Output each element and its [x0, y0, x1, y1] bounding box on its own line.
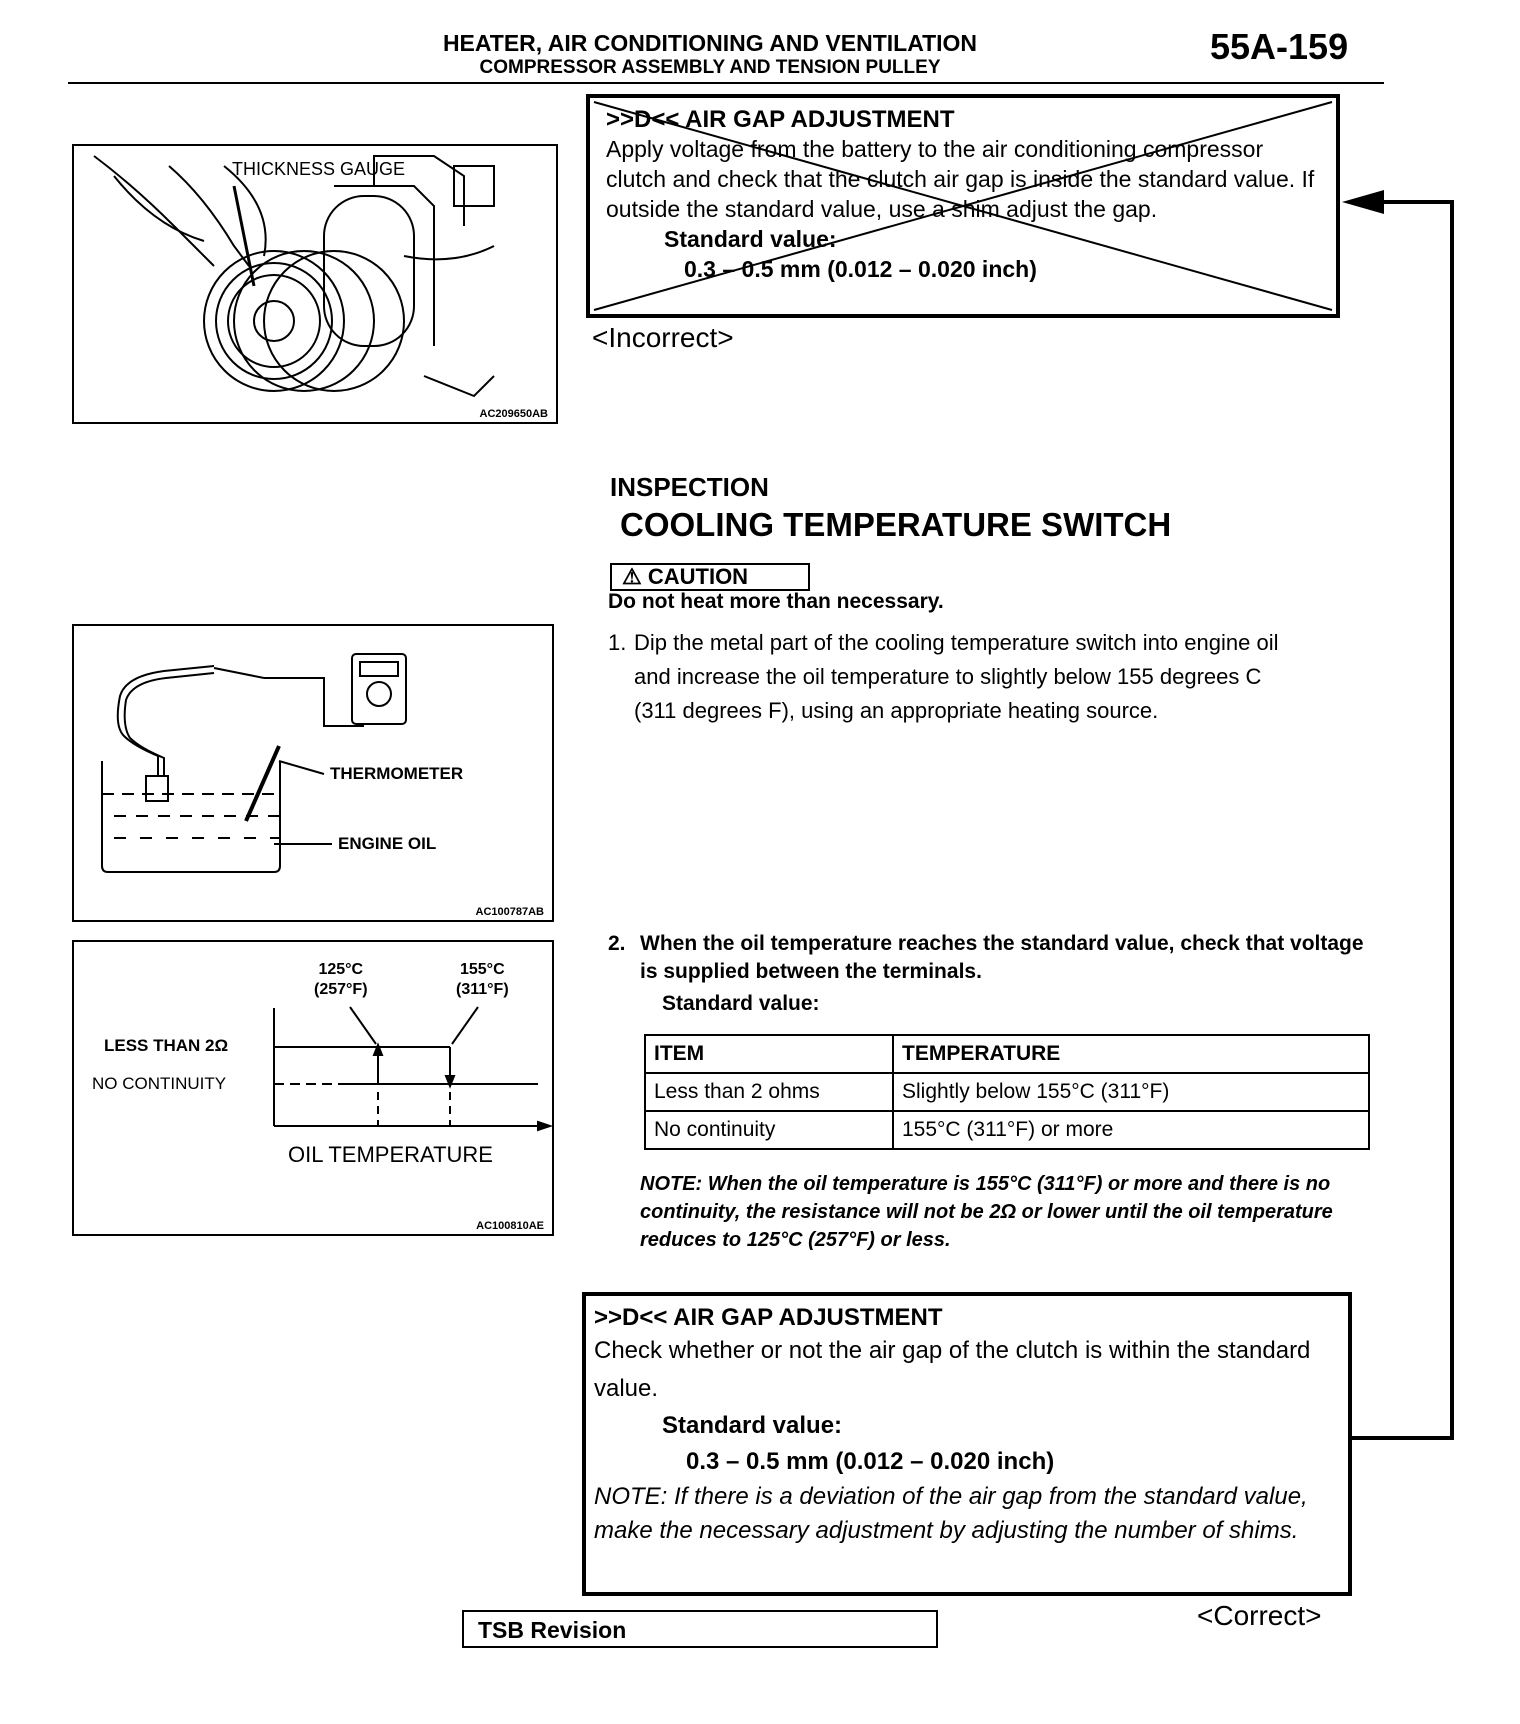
tsb-revision-box: TSB Revision: [462, 1610, 938, 1648]
standard-value-label: Standard value:: [662, 992, 820, 1015]
x-axis-label: OIL TEMPERATURE: [288, 1142, 493, 1167]
incorrect-box-title: >>D<< AIR GAP ADJUSTMENT: [606, 106, 955, 133]
figure-compressor: [72, 144, 558, 424]
table-cell: No continuity: [645, 1111, 893, 1149]
temp-125-c: 125°C: [318, 961, 364, 978]
incorrect-air-gap-box: [586, 94, 1340, 318]
table-cell: 155°C (311°F) or more: [893, 1111, 1369, 1149]
page-number: 55A-159: [1210, 26, 1349, 67]
temp-125-label: [314, 960, 368, 1000]
caution-label: CAUTION: [647, 564, 749, 589]
figure-continuity-graph: [72, 940, 554, 1236]
correct-box-note: NOTE: If there is a deviation of the air gap from the standard value, make the necessary adjustment by adjusting the number of shims.: [594, 1483, 1308, 1544]
table-cell: Slightly below 155°C (311°F): [893, 1073, 1369, 1111]
thickness-gauge-label: THICKNESS GAUGE: [232, 159, 406, 179]
incorrect-box-text: Apply voltage from the battery to the air conditioning compressor clutch and check that the clutch air gap is inside the standard value. If outside the standard value, use a shim adjust the gap.: [606, 136, 1315, 222]
correct-air-gap-box: [582, 1292, 1352, 1596]
label-less-than-2ohm: LESS THAN 2Ω: [104, 1036, 229, 1055]
section-title: COOLING TEMPERATURE SWITCH: [620, 506, 1172, 543]
temp-155-f: (311°F): [456, 981, 509, 998]
table-cell: Less than 2 ohms: [645, 1073, 893, 1111]
cross-out-mark: [590, 98, 1336, 314]
figure-test-setup: [72, 624, 554, 922]
figure-code: AC100787AB: [475, 906, 544, 918]
step-1-text: Dip the metal part of the cooling temperature switch into engine oil and increase the oil temperature to slightly below 155 degrees C (311 degrees F), using an appropriate heating source.: [634, 630, 1279, 723]
figure-code: AC100810AE: [476, 1220, 544, 1232]
header-subtitle: COMPRESSOR ASSEMBLY AND TENSION PULLEY: [479, 57, 941, 78]
correction-arrow: [1340, 190, 1460, 1450]
correct-box-title: >>D<< AIR GAP ADJUSTMENT: [594, 1304, 943, 1331]
correct-standard-label: Standard value:: [662, 1412, 843, 1439]
correct-standard-value: 0.3 – 0.5 mm (0.012 – 0.020 inch): [686, 1448, 1055, 1475]
temp-155-c: 155°C: [459, 961, 505, 978]
figure-code: AC209650AB: [479, 408, 548, 420]
correct-box-text: Check whether or not the air gap of the clutch is within the standard value.: [594, 1337, 1311, 1402]
inspection-heading: INSPECTION: [610, 472, 769, 502]
step-2-number: 2.: [608, 932, 626, 955]
header-rule: [68, 82, 1384, 84]
caution-badge: [610, 563, 810, 591]
note-oil-temperature: NOTE: When the oil temperature is 155°C (311°F) or more and there is no continuity, the resistance will not be 2Ω or lower until the oil temperature reduces to 125°C (257°F) or less.: [640, 1173, 1333, 1251]
standard-value-table: [644, 1034, 1370, 1150]
incorrect-standard-label: Standard value:: [664, 226, 837, 252]
warning-icon: ⚠: [622, 564, 642, 589]
step-2-text: When the oil temperature reaches the standard value, check that voltage is supplied between the terminals.: [640, 932, 1364, 983]
table-header-temperature: TEMPERATURE: [893, 1035, 1369, 1073]
engine-oil-label: ENGINE OIL: [338, 834, 437, 853]
step-1-number: 1.: [608, 630, 627, 655]
table-header-row: [645, 1035, 1369, 1073]
table-header-item: ITEM: [645, 1035, 893, 1073]
label-no-continuity: NO CONTINUITY: [92, 1074, 227, 1093]
test-setup-illustration: [74, 626, 552, 920]
thermometer-label: THERMOMETER: [330, 764, 464, 783]
temp-155-label: [456, 960, 509, 1000]
temp-125-f: (257°F): [314, 981, 368, 998]
correct-caption: <Correct>: [1197, 1600, 1322, 1631]
incorrect-standard-value: 0.3 – 0.5 mm (0.012 – 0.020 inch): [684, 256, 1037, 282]
table-row: [645, 1073, 1369, 1111]
header-title: HEATER, AIR CONDITIONING AND VENTILATION: [442, 30, 978, 56]
step-2: [608, 930, 1378, 986]
table-row: [645, 1111, 1369, 1149]
incorrect-caption: <Incorrect>: [592, 322, 734, 353]
compressor-illustration: [74, 146, 556, 422]
step-1: [608, 626, 1298, 728]
caution-text: Do not heat more than necessary.: [608, 590, 944, 613]
